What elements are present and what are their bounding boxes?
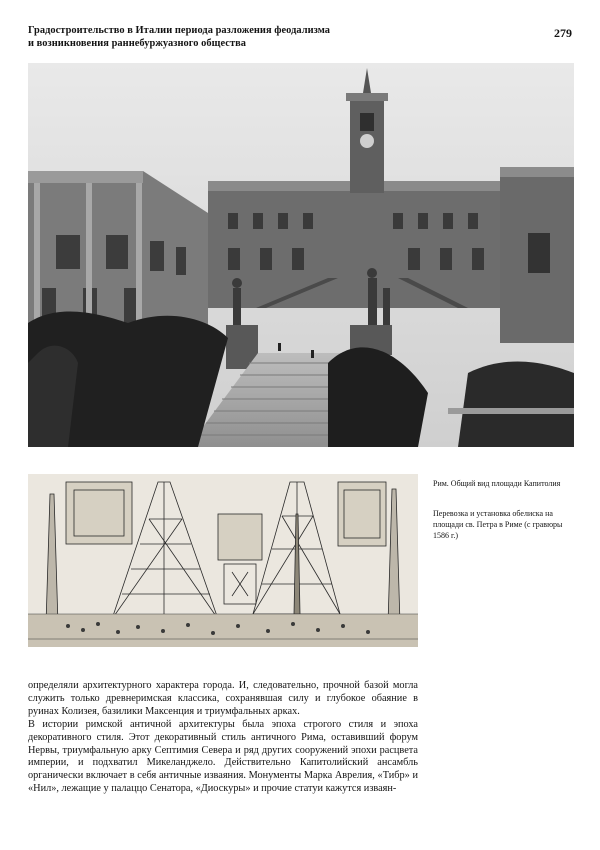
paragraph-1: определяли архитектурного характера города. И, следовательно, прочной базой могла служить только древнеримская классика, сохранявшая силу и глубокое обаяние в руинах Колизея, базилики Максенция и триумфальных арках. (28, 680, 418, 717)
capitol-square-photo (28, 63, 574, 447)
page-number: 279 (554, 26, 572, 40)
body-text (28, 680, 418, 796)
paragraph-2: В истории римской античной архитектуры была эпоха строгого стиля и эпоха декоративного стиля. Этот декоративный стиль античного Рима, оставивший форум Нервы, триумфальную арку Септимия Севера и ряд других сооружений эпохи расцвета империи, и подхватил Микеланджело. Действительно Капитолийский ансамбль органически включает в себя античные изваяния. Монументы Марка Аврелия, «Тибр» и «Нил», лежащие у палаццо Сенатора, «Диоскуры» и прочие статуи кажутся изваян- (28, 718, 418, 795)
running-header (28, 24, 498, 50)
engraving-caption: Перевозка и установка обелиска на площади св. Петра в Риме (с гравюры 1586 г.) (433, 509, 563, 540)
header-line-2: и возникновения раннебуржуазного общества (28, 38, 246, 49)
obelisk-engraving (28, 474, 418, 647)
photo-caption: Рим. Общий вид площади Капитолия (433, 479, 561, 488)
header-line-1: Градостроительство в Италии периода разложения феодализма (28, 25, 331, 36)
